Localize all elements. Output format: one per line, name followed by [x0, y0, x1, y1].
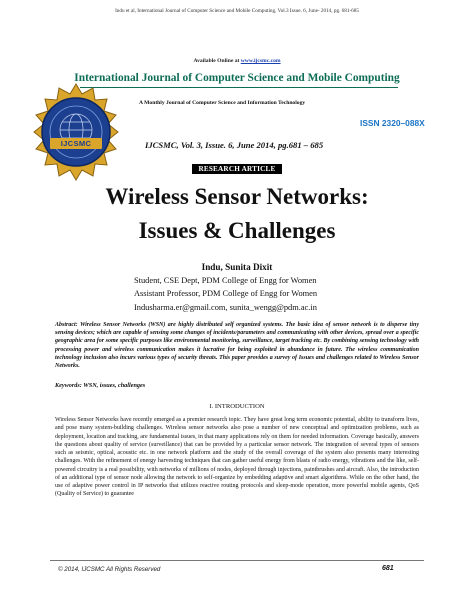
affiliation-2: Assistant Professor, PDM College of Engg for Women: [134, 289, 318, 298]
author-emails: Indusharma.er@gmail.com, sunita_wengg@pdm.ac.in: [134, 303, 317, 312]
journal-url-link[interactable]: www.ijcsmc.com: [240, 58, 281, 64]
section-heading-introduction: I. INTRODUCTION: [209, 403, 265, 410]
available-online-label: Available Online at: [193, 58, 241, 64]
footer-copyright: © 2014, IJCSMC All Rights Reserved: [58, 566, 161, 573]
issn-number: ISSN 2320–088X: [360, 118, 425, 128]
logo-text: IJCSMC: [60, 139, 92, 148]
article-type-label: RESEARCH ARTICLE: [192, 164, 281, 174]
paper-title-line-2: Issues & Challenges: [138, 218, 336, 243]
author-names: Indu, Sunita Dixit: [201, 262, 273, 272]
footer-page-number: 681: [382, 565, 394, 572]
affiliation-1: Student, CSE Dept, PDM College of Engg for Women: [134, 276, 317, 285]
journal-subtitle: A Monthly Journal of Computer Science and Information Technology: [139, 100, 306, 106]
journal-title: International Journal of Computer Science and Mobile Computing: [74, 72, 400, 84]
journal-title-rule: [80, 87, 398, 88]
paper-title: [0, 180, 474, 248]
paper-title-line-1: Wireless Sensor Networks:: [105, 184, 369, 209]
article-type-banner: [0, 158, 474, 176]
footer-rule: [50, 560, 424, 561]
citation-line: IJCSMC, Vol. 3, Issue. 6, June 2014, pg.681 – 685: [145, 140, 324, 150]
available-online: [0, 58, 474, 64]
abstract-paragraph: Abstract: Wireless Sensor Networks (WSN) are highly distributed self organized systems. The basic idea of sensor network is to disperse tiny sensing devices; which are capable of sensing some changes of incidents/parameters and communicating with other devices, spread over a specific geographic area for some specific purposes like environmental monitoring, surveillance, target tracking etc. By combining sensing technology with processing power and wireless communication makes it lucrative for being exploited in abundance in future. The wireless communication technology inclusion also incurs various types of security threats. This paper provides a survey of Issues and challenges related to Wireless Sensor Networks.: [55, 322, 419, 370]
running-header: Indu et al, International Journal of Computer Science and Mobile Computing, Vol.3 Issue. 6, June- 2014, pg. 681-685: [115, 8, 359, 14]
keywords-line: Keywords: WSN, issues, challenges: [55, 382, 146, 389]
introduction-paragraph: Wireless Sensor Networks have recently emerged as a premier research topic. They have great long term economic potential, ability to transform lives, and pose many system-building challenges. Wireless sensor networks also pose a number of new conceptual and optimization problems, such as deployment, location and tracking, are fundamental issues, in that many applications rely on them for needed information. Coverage basically, answers the questions about quality of service (surveillance) that can be provided by a particular sensor network. The integration of several types of sensors such as seismic, optical, acoustic etc. in one network platform and the study of the overall coverage of the system also presents many interesting challenges. With the refinement of energy harvesting techniques that can gather useful energy from blasts of radio energy, vibrations and the like, self-powered circuitry is a real possibility, with networks of millions of nodes, deployed through injections, paintbrushes and aircraft. Also, the introduction of an additional type of sensor node allowing the network to self-organize by embedding adaptive and smart algorithms. While on the other hand, the use of adaptive power control in IP networks that utilizes reactive routing protocols and sleep-mode operation, more powerful mobile agents, QoS (Quality of Service) to guarantee: [55, 417, 419, 498]
